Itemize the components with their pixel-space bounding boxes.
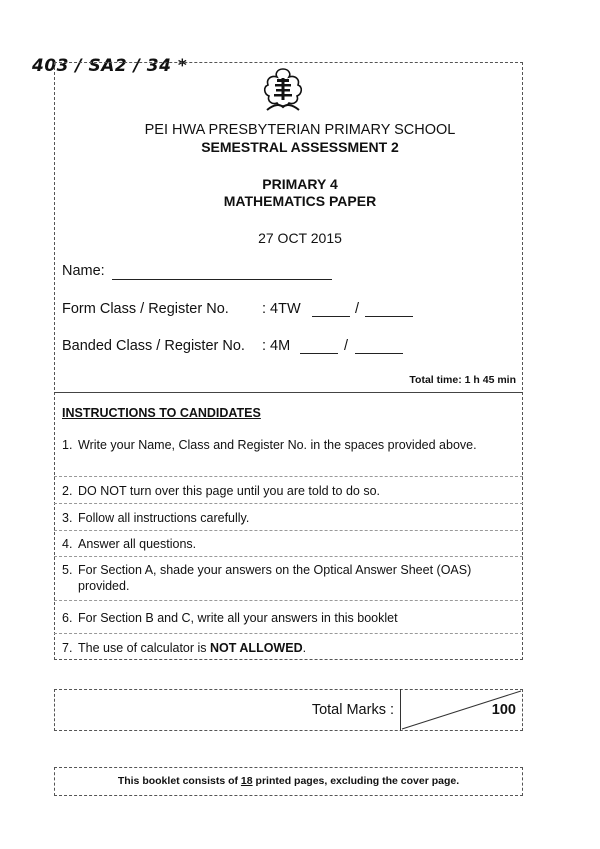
row-divider <box>54 600 523 601</box>
school-crest-logo <box>258 66 308 114</box>
banded-register-field[interactable] <box>355 353 403 354</box>
exam-date: 27 OCT 2015 <box>258 230 342 246</box>
row-divider <box>54 503 523 504</box>
instruction-number: 4. <box>62 537 73 551</box>
banded-class-label: Banded Class / Register No. <box>62 338 245 354</box>
instruction-number: 3. <box>62 511 73 525</box>
instruction-item <box>62 562 522 594</box>
instruction-item <box>62 610 512 626</box>
instruction-number: 6. <box>62 611 73 625</box>
school-name: PEI HWA PRESBYTERIAN PRIMARY SCHOOL <box>144 122 456 138</box>
name-label: Name: <box>62 263 105 279</box>
instruction-text <box>62 640 512 656</box>
footer-note <box>54 775 523 787</box>
instruction-item <box>62 640 512 656</box>
row-divider <box>54 556 523 557</box>
instruction-number: 5. <box>62 563 73 577</box>
reference-code: 403 / SA2 / 34 * <box>32 56 188 76</box>
name-field[interactable] <box>112 279 332 280</box>
instruction-number: 2. <box>62 484 73 498</box>
instruction-item <box>62 536 512 552</box>
form-class-label: Form Class / Register No. <box>62 301 229 317</box>
form-register-field[interactable] <box>365 316 413 317</box>
total-time: Total time: 1 h 45 min <box>409 374 516 386</box>
instruction-text: DO NOT turn over this page until you are told to do so. <box>78 484 381 498</box>
section-divider <box>54 392 523 393</box>
instruction-text: Write your Name, Class and Register No. in the spaces provided above. <box>78 438 477 452</box>
assessment-title: SEMESTRAL ASSESSMENT 2 <box>201 139 399 155</box>
form-class-separator: / <box>355 301 360 317</box>
instruction-text: For Section A, shade your answers on the Optical Answer Sheet (OAS) provided. <box>78 563 472 593</box>
form-class-prefix: : 4TW <box>262 301 301 317</box>
instruction-text-part: . <box>302 641 307 655</box>
instruction-number: 7. <box>62 641 73 655</box>
page-count: 18 <box>240 775 253 787</box>
footer-text: printed pages, excluding the cover page. <box>252 775 460 787</box>
instructions-heading: INSTRUCTIONS TO CANDIDATES <box>62 406 261 420</box>
instruction-text: For Section B and C, write all your answers in this booklet <box>78 611 398 625</box>
banded-class-separator: / <box>344 338 349 354</box>
instruction-text: Answer all questions. <box>78 537 197 551</box>
row-divider <box>54 633 523 634</box>
instruction-text: Follow all instructions carefully. <box>78 511 250 525</box>
instruction-item <box>62 437 512 453</box>
paper-title: MATHEMATICS PAPER <box>223 193 377 209</box>
total-marks-max: 100 <box>491 702 516 718</box>
row-divider <box>54 476 523 477</box>
instruction-item <box>62 483 512 499</box>
instruction-text-part: The use of calculator is <box>78 641 211 655</box>
level-title: PRIMARY 4 <box>262 176 338 192</box>
footer-text: This booklet consists of <box>117 775 241 787</box>
form-class-field[interactable] <box>312 316 350 317</box>
row-divider <box>54 530 523 531</box>
total-marks-label: Total Marks : <box>311 702 394 718</box>
instruction-number: 1. <box>62 438 73 452</box>
instruction-item <box>62 510 512 526</box>
banded-class-prefix: : 4M <box>262 338 291 354</box>
banded-class-field[interactable] <box>300 353 338 354</box>
instruction-emphasis: NOT ALLOWED <box>210 641 303 655</box>
